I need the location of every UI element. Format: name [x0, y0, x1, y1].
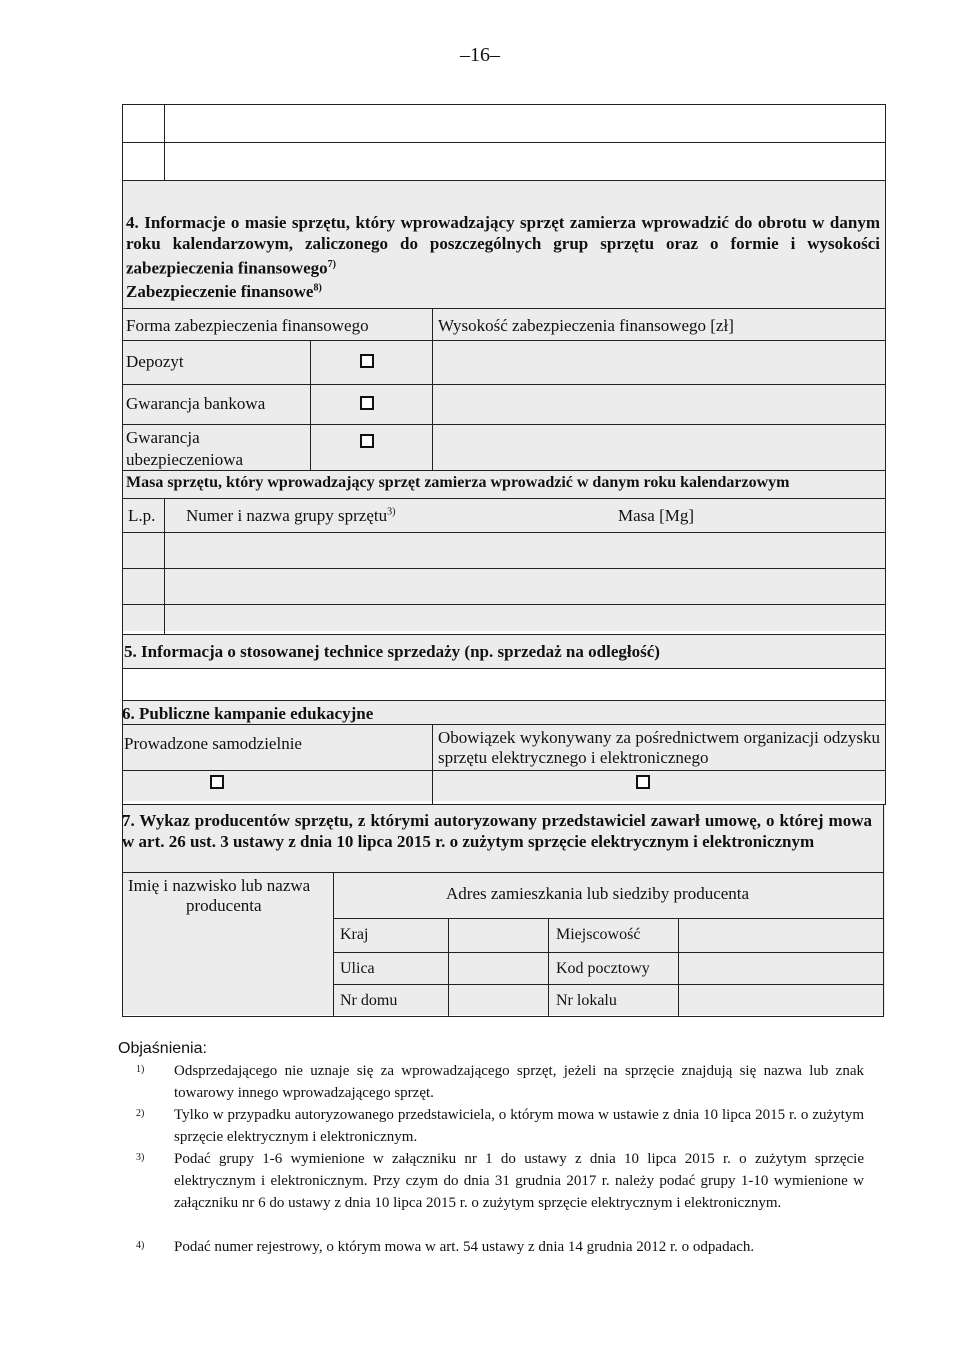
section-6-right-label: Obowiązek wykonywany za pośrednictwem organizacji odzysku sprzętu elektrycznego i elektronicznego: [438, 728, 880, 767]
footnote-1-text: Odsprzedającego nie uznaje się za wprowadzającego sprzęt, jeżeli na sprzęcie znajdują się nazwa lub znak towarowy innego wprowadzającego sprzęt.: [174, 1063, 864, 1101]
col-lp-header: L.p.: [128, 506, 156, 525]
footnotes-title: Objaśnienia:: [118, 1040, 207, 1057]
footnote-2-number: 2): [136, 1108, 145, 1119]
checkbox-prowadzone-samodzielnie[interactable]: [210, 775, 224, 789]
footnote-2-text: Tylko w przypadku autoryzowanego przedstawiciela, o którym mowa w ustawie z dnia 10 lipca 2015 r. o zużytym sprzęcie elektrycznym i elektronicznym.: [174, 1107, 864, 1145]
section-4-subtitle: Zabezpieczenie finansowe$^{8)}$: [126, 282, 322, 301]
checkbox-depozyt[interactable]: [360, 354, 374, 368]
footnote-3-text: Podać grupy 1-6 wymienione w załączniku nr 1 do ustawy z dnia 10 lipca 2015 r. o zużytym sprzęcie elektrycznym i elektronicznym. Przy czym do dnia 31 grudnia 2017 r. należy podać grupy 1-10 wymienione w załączniku nr 6 do ustawy z dnia 10 lipca 2015 r. o zużytym sprzęcie elektrycznym i elektronicznym.: [174, 1151, 864, 1211]
field-kraj: Kraj: [340, 926, 369, 943]
option-gwarancja-bankowa: Gwarancja bankowa: [126, 394, 266, 413]
producer-name-label-line2: producenta: [186, 896, 262, 915]
col-mass-header: Masa [Mg]: [618, 506, 695, 525]
col-group-header: Numer i nazwa grupy sprzętu$^{3)}$: [186, 506, 396, 525]
section-5-title: 5. Informacja o stosowanej technice sprzedaży (np. sprzedaż na odległość): [124, 642, 660, 661]
col-form-header: Forma zabezpieczenia finansowego: [126, 316, 369, 335]
footnote-4-text: Podać numer rejestrowy, o którym mowa w art. 54 ustawy z dnia 14 grudnia 2012 r. o odpadach.: [174, 1239, 755, 1255]
option-gwarancja-ubezpieczeniowa-line1: Gwarancja: [126, 428, 200, 447]
section-7-title: 7. Wykaz producentów sprzętu, z którymi autoryzowany przedstawiciel zawarł umowę, o której mowa w art. 26 ust. 3 ustawy z dnia 10 lipca 2015 r. o zużytym sprzęcie elektrycznym i elektronicznym: [122, 811, 872, 851]
mass-heading: Masa sprzętu, który wprowadzający sprzęt zamierza wprowadzić w danym roku kalendarzowym: [126, 474, 790, 491]
footnote-1-number: 1): [136, 1064, 145, 1075]
field-ulica: Ulica: [340, 960, 375, 977]
section-6-title: 6. Publiczne kampanie edukacyjne: [122, 704, 374, 723]
option-gwarancja-ubezpieczeniowa-line2: ubezpieczeniowa: [126, 450, 244, 469]
section-6-left-label: Prowadzone samodzielnie: [124, 734, 302, 753]
footnote-3-number: 3): [136, 1152, 145, 1163]
producer-name-label-line1: Imię i nazwisko lub nazwa: [128, 876, 311, 895]
checkbox-gwarancja-ubezpieczeniowa[interactable]: [360, 434, 374, 448]
field-kod-pocztowy: Kod pocztowy: [556, 960, 650, 977]
checkbox-gwarancja-bankowa[interactable]: [360, 396, 374, 410]
page-number: –16–: [460, 44, 500, 66]
section-4-title: 4. Informacje o masie sprzętu, który wprowadzający sprzęt zamierza wprowadzić do obrotu w danym roku kalendarzowym, zaliczonego do poszczególnych grup sprzętu oraz o formie i wysokości zabezpieczenia finansowego$^{7)}$: [126, 213, 880, 278]
col-amount-header: Wysokość zabezpieczenia finansowego [zł]: [438, 316, 734, 335]
producer-address-label: Adres zamieszkania lub siedziby producenta: [446, 884, 750, 903]
checkbox-organizacja-odzysku[interactable]: [636, 775, 650, 789]
option-depozyt: Depozyt: [126, 352, 184, 371]
footnote-4-number: 4): [136, 1240, 145, 1251]
field-nr-lokalu: Nr lokalu: [556, 992, 617, 1009]
field-nr-domu: Nr domu: [340, 992, 398, 1009]
field-miejscowosc: Miejscowość: [556, 926, 641, 943]
